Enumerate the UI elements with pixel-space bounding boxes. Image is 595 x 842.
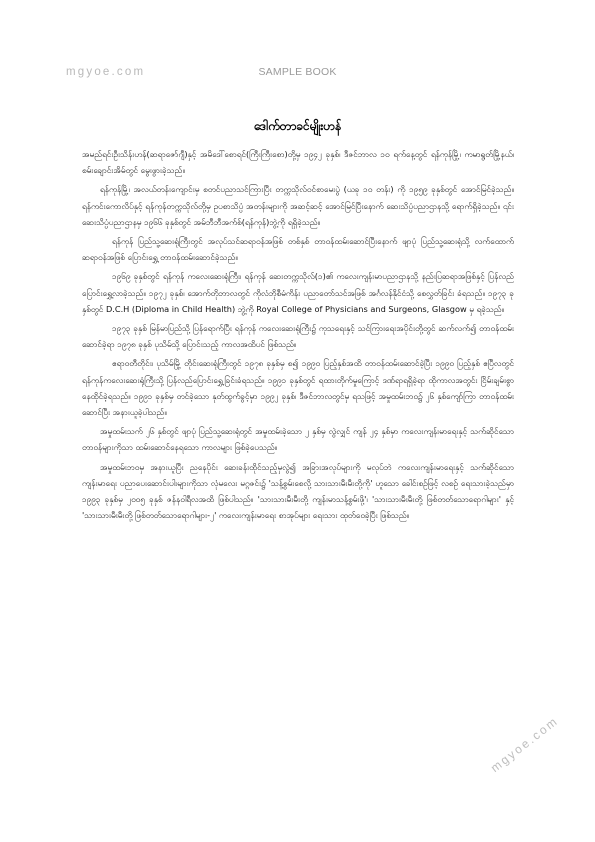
paragraph: ရန်ကုန်မြို့၊ အလယ်တန်းကျောင်းမှ စတင်ပညာသင်ကြားပြီး တက္ကသိုလ်ဝင်စာမေးပွဲ (ယခု ၁၀ တန်း) ကို ၁၉၅၉ ခုနှစ်တွင် အောင်မြင်ခဲ့သည်။ ရန်ကင်းကောလိပ်နှင့် ရန်ကုန်တက္ကသိုလ်တို့မှ ဥပစာသိပ္ပံ အတန်းများကို အဆင့်ဆင့် အောင်မြင်ပြီးနောက် ဆေးသိပ္ပံပညာဌာနသို့ ရောက်ရှိခဲ့သည်။ ၎င်းဆေးသိပ္ပံပညာဌာနမှ ၁၉၆၆ ခုနှစ်တွင် အမ်ဘီဘီအက်စ်(ရန်ကုန်)ဘွဲ့ကို ရရှိခဲ့သည်။ <box>82 184 514 227</box>
sample-book-label: SAMPLE BOOK <box>258 66 337 78</box>
paragraph: ရန်ကုန် ပြည်သူ့ဆေးရုံကြီးတွင် အလုပ်သင်ဆရာဝန်အဖြစ် တစ်နှစ် တာဝန်ထမ်းဆောင်ပြီးနောက် ဖျာပုံ ပြည်သူ့ဆေးရုံသို့ လက်ထောက်ဆရာဝန်အဖြစ် ပြောင်းရွှေ့ တာဝန်ထမ်းဆောင်ခဲ့သည်။ <box>82 236 514 263</box>
paragraph: အမှုထမ်းဘဝမှ အနားယူပြီး ညနေပိုင်း ဆေးခန်းထိုင်သည့်မှလွဲ၍ အခြားအလုပ်များကို မလုပ်ဘဲ ကလေးကျန်းမာရေးနှင့် သက်ဆိုင်သော ကျန်းမာရေး ပညာပေးဆောင်းပါးများကိုသာ လုံမလေး မဂ္ဂဇင်း၌ 'သန့်စွမ်းစေလို့ သားသားမီးမီးတို့ကို' ဟူသော ခေါင်းစဉ်ဖြင့် လစဉ် ရေးသားခဲ့သည်မှာ ၁၉၉၃ ခုနှစ်မှ ၂၀၀၅ ခုနှစ် ဇန်နဝါရီလအထိ ဖြစ်ပါသည်။ 'သားသားမီးမီးတို့ ကျန်းမာသန့်စွမ်းဖို့'၊ 'သားသားမီးမီးတို့ ဖြစ်တတ်သောရောဂါများ' နှင့် 'သားသားမီးမီးတို့ ဖြစ်တတ်သောရောဂါများ-၂' ကလေးကျန်းမာရေး စာအုပ်များ ရေးသား ထုတ်ဝေခဲ့ပြီး ဖြစ်သည်။ <box>82 461 514 521</box>
paragraph: ၁၉၇၃ ခုနှစ် မြန်မာပြည်သို့ ပြန်ရောက်ပြီး ရန်ကုန် ကလေးဆေးရုံကြီး၌ ကုသရေးနှင့် သင်ကြားရေးအပိုင်းတို့တွင် ဆက်လက်၍ တာဝန်ထမ်းဆောင်ခဲ့ရာ ၁၉၇၈ ခုနှစ် ပုသိမ်သို့ ပြောင်းသည့် ကာလအထိပင် ဖြစ်သည်။ <box>82 323 514 350</box>
watermark-site: mgyoe.com <box>66 66 146 78</box>
page-title: ဒေါက်တာခင်မျိုးဟန် <box>253 119 342 133</box>
paragraph: အမှုထမ်းသက် ၂၆ နှစ်တွင် ဖျာပုံ ပြည်သူ့ဆေးရုံတွင် အမှုထမ်းခဲ့သော ၂ နှစ်မှ လွဲလျှင် ကျန် ၂၄ နှစ်မှာ ကလေးကျန်းမာရေးနှင့် သက်ဆိုင်သော တာဝန်များကိုသာ ထမ်းဆောင်နေရသော ကာလများ ဖြစ်ခဲ့ပေသည်။ <box>82 426 514 453</box>
watermark-diagonal: mgyoe.com <box>488 713 562 776</box>
paragraph: ဧရာဝတီတိုင်း၊ ပုသိမ်မြို့ တိုင်းဆေးရုံကြီးတွင် ၁၉၇၈ ခုနှစ်မှ စ၍ ၁၉၉၀ ပြည့်နှစ်အထိ တာဝန်ထမ်းဆောင်ခဲ့ပြီး ၁၉၉၀ ပြည့်နှစ် ဧပြီလတွင် ရန်ကုန်ကလေးဆေးရုံကြီးသို့ ပြန်လည်ပြောင်းရွှေ့ခြင်းခံရသည်။ ၁၉၉၁ ခုနှစ်တွင် ရထားတိုက်မှုကြောင့် ဒဏ်ရာရရှိခဲ့ရာ ထိုကာလအတွင်း ငြိမ်းချမ်းစွာ နေထိုင်ခဲ့ရသည်။ ၁၉၉၁ ခုနှစ်မှ တင်ခဲ့သော နုတ်ထွက်ခွင့်မှာ ၁၉၉၂ ခုနှစ်၊ ဒီဇင်ဘာလတွင်မှ ရသဖြင့် အမှုထမ်းဘဝ၌ ၂၆ နှစ်ကျော်ကြာ တာဝန်ထမ်းဆောင်ပြီး အနားယူခဲ့ပါသည်။ <box>82 358 514 418</box>
paragraph: အမည်ရင်းဦးသိန်းဟန်(ဆရာဇော်ဂျီ)နှင့် အမိဒေါ်စောရင်(ကြီးကြီးစော)တို့မှ ၁၉၄၂ ခုနှစ်၊ ဒီဇင်ဘာလ ၁၀ ရက်နေ့တွင် ရန်ကုန်မြို့၊ ကမာရွတ်မြို့နယ်၊ စမ်းချောင်းအိမ်တွင် မွေးဖွားခဲ့သည်။ <box>82 149 514 176</box>
body-text <box>82 146 514 526</box>
paragraph: ၁၉၆၉ ခုနှစ်တွင် ရန်ကုန် ကလေးဆေးရုံကြီး၊ ရန်ကုန် ဆေးတက္ကသိုလ်(၁)၏ ကလေးကျန်းမာပညာဌာနသို့ နည်းပြဆရာအဖြစ်နှင့် ပြန်လည်ပြောင်းရွှေ့လာခဲ့သည်။ ၁၉၇၂ ခုနှစ်၊ အောက်တိုဘာလတွင် ကိုလံဘိုစီမံကိန်း ပညာတော်သင်အဖြစ် အင်္ဂလန်နိုင်ငံသို့ စေလွှတ်ခြင်း ခံရသည်။ ၁၉၇၃ ခုနှစ်တွင် D.C.H (Diploma in Child Health) ဘွဲ့ကို Royal College of Physicians and Surgeons, Glasgow မှ ရခဲ့သည်။ <box>82 271 514 314</box>
